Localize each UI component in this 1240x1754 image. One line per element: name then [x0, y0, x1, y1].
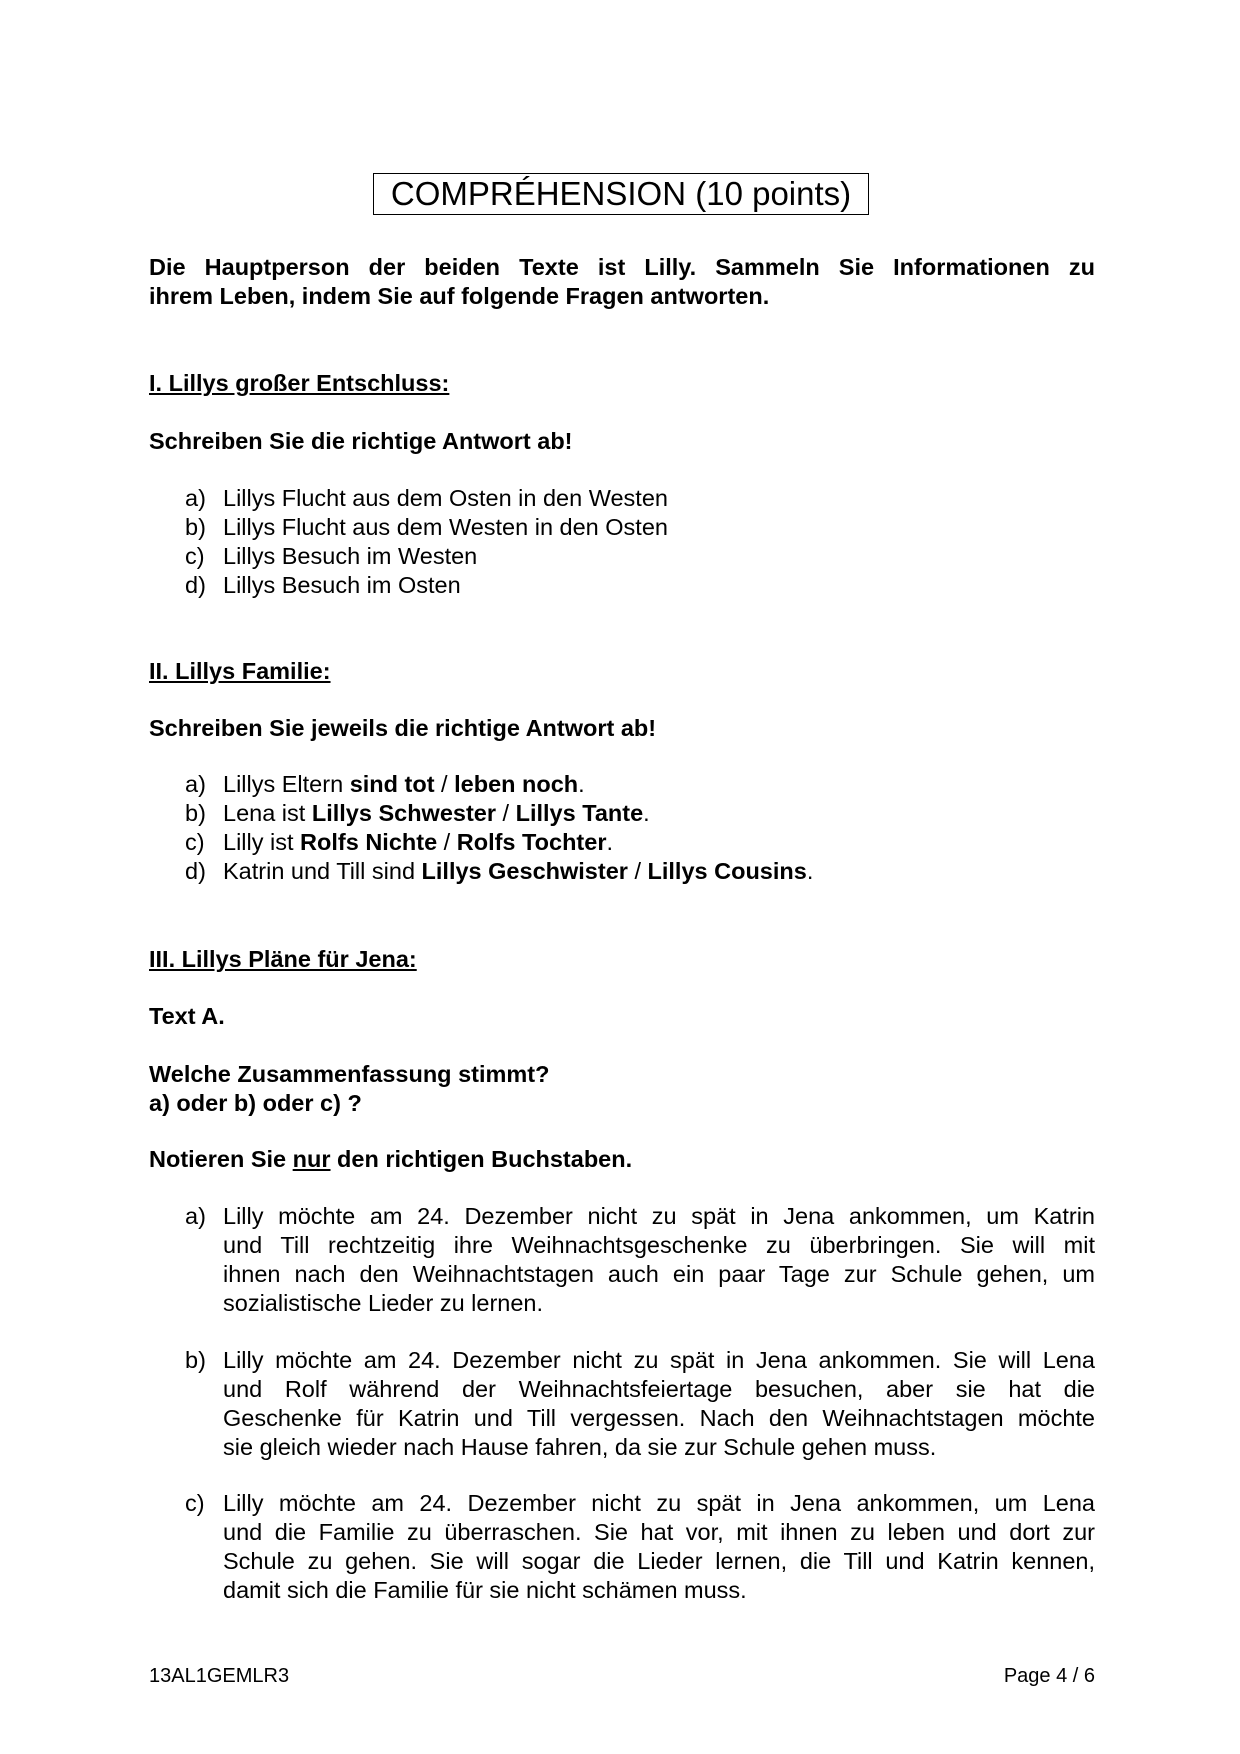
intro-paragraph: [149, 253, 1095, 311]
summary-option-b: b) Lilly möchte am 24. Dezember nicht zu spät in Jena ankommen. Sie will Lena und Rolf während der Weihnachtsfeiertage besuchen, aber sie hat die Geschenke für Katrin und Till vergessen. Nach den Weihnachtstagen möchte sie gleich wieder nach Hause fahren, da sie zur Schule gehen muss.: [185, 1347, 1095, 1460]
list-item: c) Lillys Besuch im Westen: [185, 543, 478, 569]
list-item: b) Lena ist Lillys Schwester / Lillys Tante.: [185, 800, 650, 826]
list-item: a) Lillys Eltern sind tot / leben noch.: [185, 771, 585, 797]
section2-instruction: Schreiben Sie jeweils die richtige Antwort ab!: [149, 715, 657, 741]
intro-line: ihrem Leben, indem Sie auf folgende Fragen antworten.: [149, 283, 770, 309]
list-item: d) Lillys Besuch im Osten: [185, 572, 461, 598]
text-label: Text A.: [149, 1003, 225, 1029]
list-item: d) Katrin und Till sind Lillys Geschwister / Lillys Cousins.: [185, 858, 814, 884]
section1-instruction: Schreiben Sie die richtige Antwort ab!: [149, 428, 573, 454]
summary-option-a: a) Lilly möchte am 24. Dezember nicht zu spät in Jena ankommen, um Katrin und Till rechtzeitig ihre Weihnachtsgeschenke zu überbringen. Sie will mit ihnen nach den Weihnachtstagen auch ein paar Tage zur Schule gehen, um sozialistische Lieder zu lernen.: [185, 1203, 1095, 1316]
summary-option-c: c) Lilly möchte am 24. Dezember nicht zu spät in Jena ankommen, um Lena und die Familie zu überraschen. Sie hat vor, mit ihnen zu leben und dort zur Schule zu gehen. Sie will sogar die Lieder lernen, die Till und Katrin kennen, damit sich die Familie für sie nicht schämen muss.: [185, 1490, 1095, 1603]
section2-heading: II. Lillys Familie:: [149, 658, 331, 684]
section3-heading: III. Lillys Pläne für Jena:: [149, 946, 417, 972]
section1-options: [185, 484, 1095, 600]
section2-items: [185, 770, 1095, 886]
section3-question: Welche Zusammenfassung stimmt? a) oder b) oder c) ?: [149, 1061, 550, 1116]
intro-line: Die Hauptperson der beiden Texte ist Lilly. Sammeln Sie Informationen zu: [149, 254, 1095, 280]
list-item: b) Lillys Flucht aus dem Westen in den Osten: [185, 514, 668, 540]
list-item: a) Lillys Flucht aus dem Osten in den Westen: [185, 485, 668, 511]
section1-heading: I. Lillys großer Entschluss:: [149, 370, 450, 396]
page-number: Page 4 / 6: [1003, 1665, 1095, 1687]
document-code: 13AL1GEMLR3: [149, 1665, 290, 1687]
section3-note: Notieren Sie nur den richtigen Buchstaben.: [149, 1146, 633, 1172]
list-item: c) Lilly ist Rolfs Nichte / Rolfs Tochter.: [185, 829, 613, 855]
page-title: COMPRÉHENSION (10 points): [373, 173, 869, 215]
